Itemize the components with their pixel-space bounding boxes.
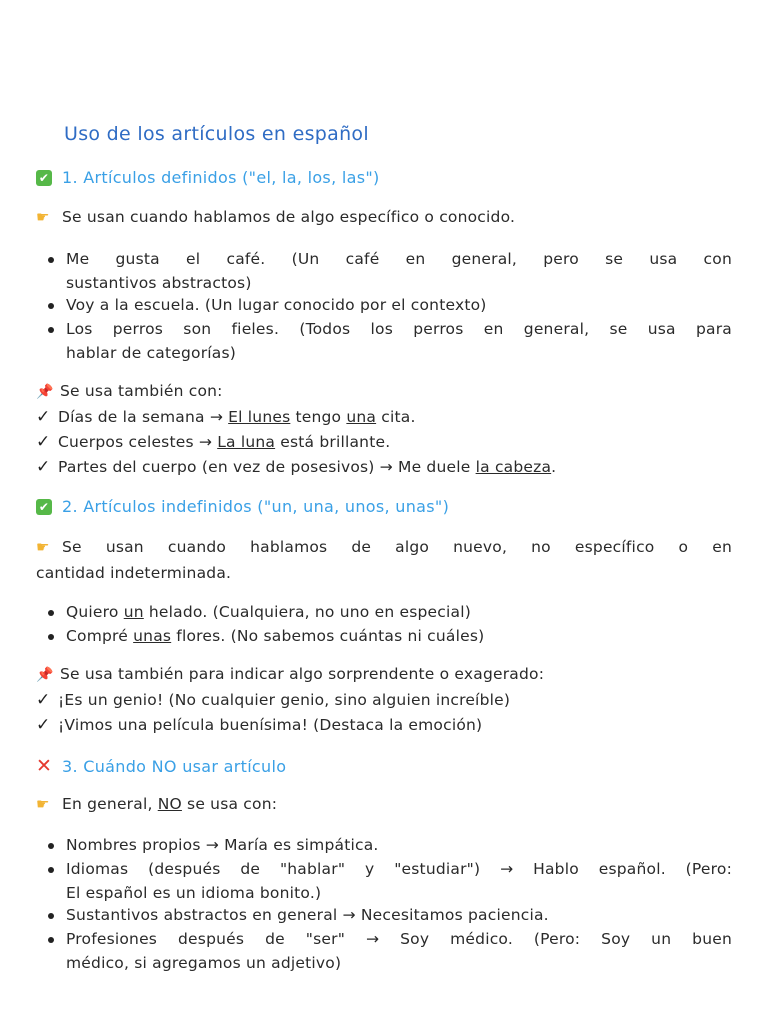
section-2-heading-text: 2. Artículos indefinidos ("un, una, unos, unas") [62, 497, 450, 516]
section-3-intro-text: En general, [62, 795, 158, 813]
list-item [48, 317, 732, 365]
check-box-icon: ✔ [36, 499, 52, 515]
pushpin-icon: 📌 [36, 667, 54, 683]
section-2-intro-text: Se usan cuando hablamos de algo nuevo, no específico o en [62, 538, 732, 556]
pointing-hand-icon: ☛ [36, 208, 50, 226]
list-item [48, 857, 732, 905]
check-mark-icon: ✓ [36, 407, 51, 427]
check-item [36, 429, 732, 455]
section-1-also [36, 378, 732, 405]
list-item [48, 903, 732, 927]
check-item-text: Partes del cuerpo (en vez de posesivos) → Me duele [58, 458, 476, 476]
check-item-text: está brillante. [275, 433, 391, 451]
list-item-text: Los perros son fieles. (Todos los perros en general, se usa para [66, 320, 732, 338]
bullet-dot [48, 303, 54, 309]
list-item-text: hablar de categorías) [66, 344, 237, 362]
section-2-intro-text-2: cantidad indeterminada. [36, 564, 232, 582]
section-2-heading [36, 497, 449, 516]
list-item-text: Idiomas (después de "hablar" y "estudiar") → Hablo español. (Pero: [66, 860, 732, 878]
check-item-text: Días de la semana → [58, 408, 229, 426]
check-item [36, 454, 732, 480]
section-1-also-text: Se usa también con: [60, 382, 223, 400]
check-item [36, 687, 732, 713]
section-2-also-text: Se usa también para indicar algo sorprendente o exagerado: [60, 665, 545, 683]
cross-icon: ✕ [36, 755, 53, 777]
list-item-text: Compré [66, 627, 134, 645]
bullet-dot [48, 610, 54, 616]
check-item-text: cita. [376, 408, 416, 426]
check-item-text: tengo [290, 408, 347, 426]
pointing-hand-icon: ☛ [36, 795, 50, 813]
bullet-dot [48, 867, 54, 873]
section-2-also [36, 661, 732, 688]
section-3-intro [36, 791, 732, 817]
list-item-text: flores. (No sabemos cuántas ni cuáles) [171, 627, 485, 645]
section-1-heading-text: 1. Artículos definidos ("el, la, los, las") [62, 168, 380, 187]
bullet-dot [48, 913, 54, 919]
list-item-text: Sustantivos abstractos en general → Necesitamos paciencia. [66, 906, 549, 924]
document-title: Uso de los artículos en español [64, 123, 369, 145]
check-box-icon: ✔ [36, 170, 52, 186]
list-item-text: médico, si agregamos un adjetivo) [66, 954, 342, 972]
check-item [36, 712, 732, 738]
check-mark-icon: ✓ [36, 715, 51, 735]
underlined-text: unas [133, 627, 172, 645]
list-item [48, 624, 732, 648]
list-item-text: Nombres propios → María es simpática. [66, 836, 379, 854]
section-1-heading [36, 168, 380, 187]
section-3-intro-text: se usa con: [181, 795, 278, 813]
list-item [48, 600, 732, 624]
list-item-text: sustantivos abstractos) [66, 274, 252, 292]
list-item [48, 927, 732, 975]
list-item-text: Profesiones después de "ser" → Soy médico. (Pero: Soy un buen [66, 930, 732, 948]
check-item-text: . [551, 458, 557, 476]
bullet-dot [48, 634, 54, 640]
list-item-text: Me gusta el café. (Un café en general, pero se usa con [66, 250, 732, 268]
underlined-text: La luna [217, 433, 276, 451]
underlined-text: un [123, 603, 144, 621]
bullet-dot [48, 327, 54, 333]
pointing-hand-icon: ☛ [36, 538, 50, 556]
list-item [48, 293, 732, 317]
check-mark-icon: ✓ [36, 457, 51, 477]
section-1-intro [36, 204, 732, 230]
underlined-text: NO [157, 795, 182, 813]
underlined-text: El lunes [228, 408, 291, 426]
underlined-text: una [346, 408, 377, 426]
list-item-text: El español es un idioma bonito.) [66, 884, 322, 902]
check-item [36, 404, 732, 430]
bullet-dot [48, 937, 54, 943]
list-item-text: helado. (Cualquiera, no uno en especial) [143, 603, 471, 621]
section-1-intro-text: Se usan cuando hablamos de algo específico o conocido. [62, 208, 516, 226]
list-item-text: Quiero [66, 603, 124, 621]
section-3-heading-text: 3. Cuándo NO usar artículo [62, 756, 287, 776]
pushpin-icon: 📌 [36, 384, 54, 400]
bullet-dot [48, 843, 54, 849]
list-item [48, 833, 732, 857]
list-item-text: Voy a la escuela. (Un lugar conocido por el contexto) [66, 296, 487, 314]
check-item-text: ¡Es un genio! (No cualquier genio, sino alguien increíble) [58, 691, 511, 709]
check-item-text: ¡Vimos una película buenísima! (Destaca la emoción) [58, 716, 483, 734]
bullet-dot [48, 257, 54, 263]
check-mark-icon: ✓ [36, 432, 51, 452]
list-item [48, 247, 732, 295]
underlined-text: la cabeza [475, 458, 552, 476]
section-2-intro [36, 534, 732, 586]
section-3-heading [36, 755, 286, 777]
check-mark-icon: ✓ [36, 690, 51, 710]
check-item-text: Cuerpos celestes → [58, 433, 218, 451]
